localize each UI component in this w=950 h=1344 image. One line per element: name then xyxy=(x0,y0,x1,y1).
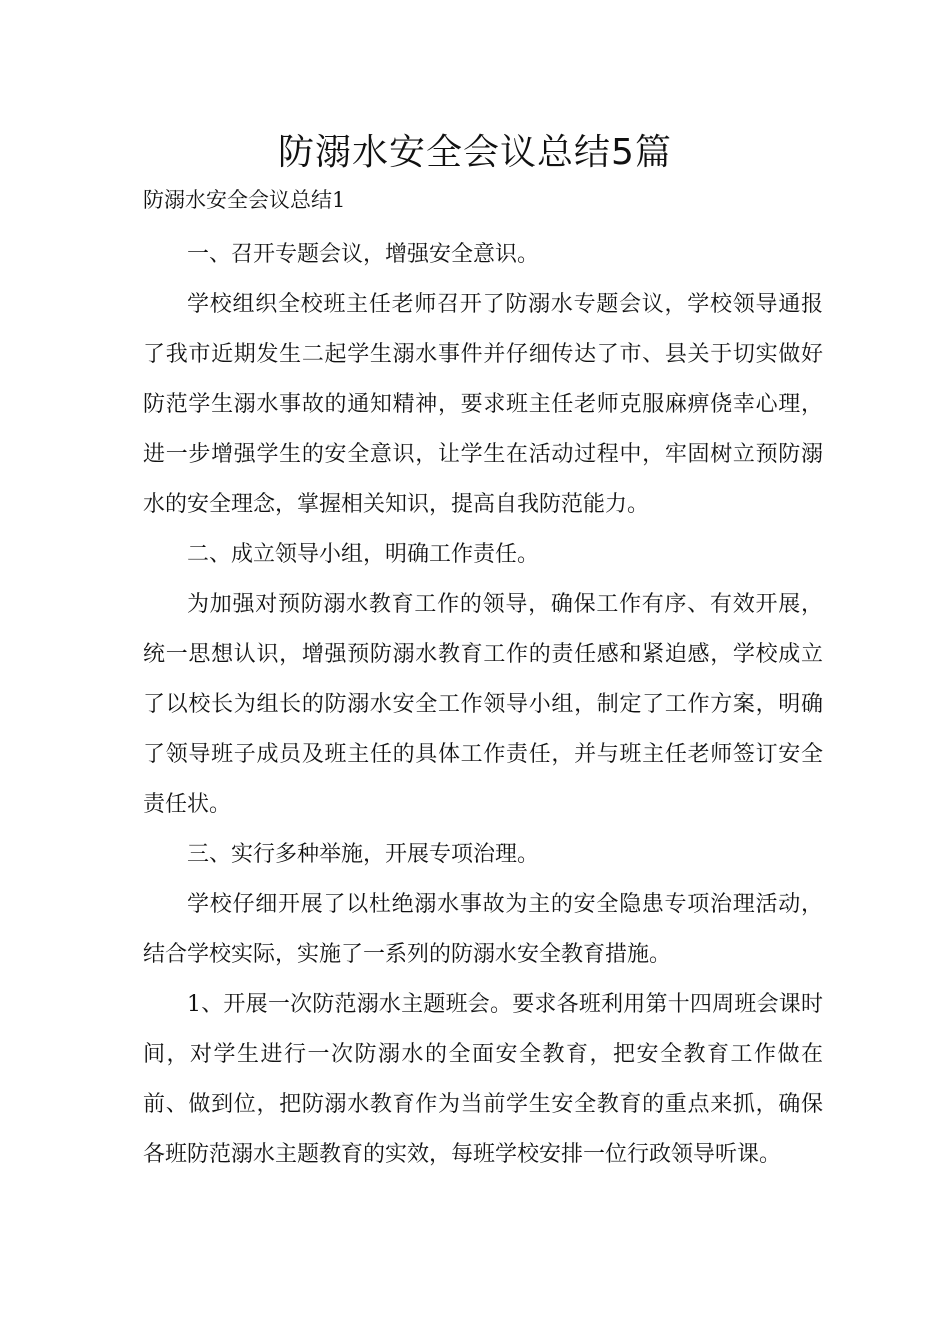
paragraph-4: 1、开展一次防范溺水主题班会。要求各班利用第十四周班会课时间，对学生进行一次防溺水的全面安全教育，把安全教育工作做在前、做到位，把防溺水教育作为当前学生安全教育的重点来抓，确保各班防范溺水主题教育的实效，每班学校安排一位行政领导听课。 xyxy=(143,992,823,1167)
document-subtitle: 防溺水安全会议总结1 xyxy=(143,188,346,212)
paragraph-1: 学校组织全校班主任老师召开了防溺水专题会议，学校领导通报了我市近期发生二起学生溺水事件并仔细传达了市、县关于切实做好防范学生溺水事故的通知精神，要求班主任老师克服麻痹侥幸心理，进一步增强学生的安全意识，让学生在活动过程中，牢固树立预防溺水的安全理念，掌握相关知识，提高自我防范能力。 xyxy=(143,292,823,517)
paragraph-3: 学校仔细开展了以杜绝溺水事故为主的安全隐患专项治理活动，结合学校实际，实施了一系列的防溺水安全教育措施。 xyxy=(143,892,823,967)
section-heading-2: 二、成立领导小组，明确工作责任。 xyxy=(187,542,540,567)
section-heading-1: 一、召开专题会议，增强安全意识。 xyxy=(187,242,540,267)
document-body xyxy=(143,230,823,1180)
section-heading-3: 三、实行多种举施，开展专项治理。 xyxy=(187,842,540,867)
document-title: 防溺水安全会议总结5篇 xyxy=(278,132,672,173)
paragraph-2: 为加强对预防溺水教育工作的领导，确保工作有序、有效开展，统一思想认识，增强预防溺水教育工作的责任感和紧迫感，学校成立了以校长为组长的防溺水安全工作领导小组，制定了工作方案，明确了领导班子成员及班主任的具体工作责任，并与班主任老师签订安全责任状。 xyxy=(143,592,823,817)
